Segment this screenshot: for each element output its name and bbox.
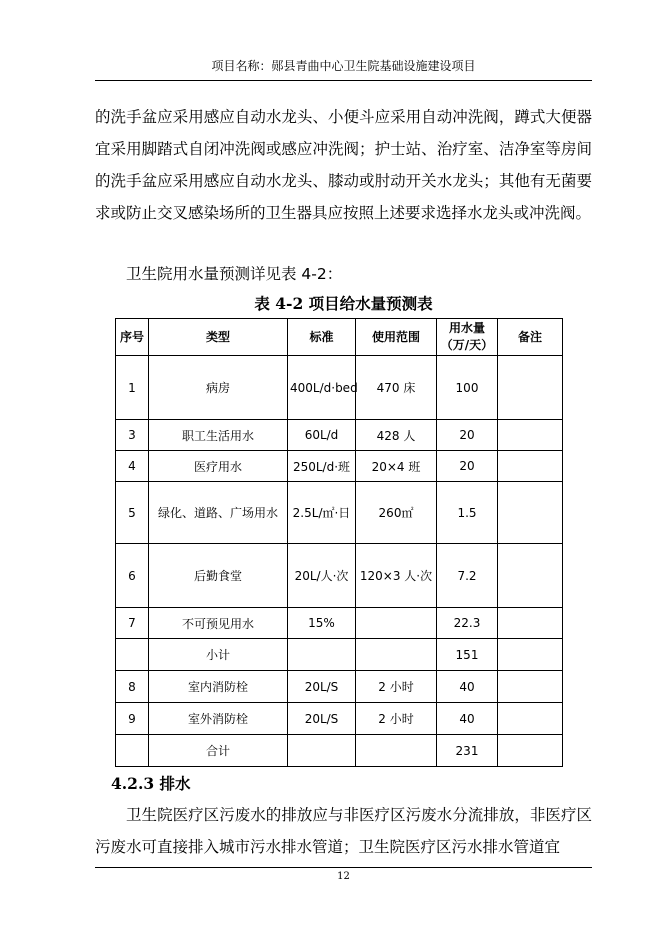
table-row bbox=[116, 608, 563, 639]
cell-no: 8 bbox=[116, 671, 149, 703]
cell-note bbox=[498, 482, 563, 544]
table-row bbox=[116, 356, 563, 420]
cell-range: 120×3 人·次 bbox=[356, 544, 437, 608]
table-row bbox=[116, 703, 563, 735]
water-demand-table bbox=[115, 318, 563, 767]
col-header-no: 序号 bbox=[116, 319, 149, 356]
col-header-type: 类型 bbox=[149, 319, 288, 356]
col-header-range: 使用范围 bbox=[356, 319, 437, 356]
cell-range: 2 小时 bbox=[356, 671, 437, 703]
col-header-note: 备注 bbox=[498, 319, 563, 356]
paragraph-text: 的洗手盆应采用感应自动水龙头、小便斗应采用自动冲洗阀，蹲式大便器宜采用脚踏式自闭冲洗阀或感应冲洗阀；护士站、治疗室、洁净室等房间的洗手盆应采用感应自动水龙头、膝动或肘动开关水龙头；其他有无菌要求或防止交叉感染场所的卫生器具应按照上述要求选择水龙头或冲洗阀。 bbox=[95, 108, 592, 222]
cell-note bbox=[498, 420, 563, 451]
table-row bbox=[116, 544, 563, 608]
footer-rule bbox=[95, 867, 592, 868]
cell-note bbox=[498, 639, 563, 671]
cell-range: 20×4 班 bbox=[356, 451, 437, 482]
cell-amount: 20 bbox=[437, 420, 498, 451]
cell-type: 医疗用水 bbox=[149, 451, 288, 482]
cell-note bbox=[498, 544, 563, 608]
cell-note bbox=[498, 608, 563, 639]
cell-amount: 151 bbox=[437, 639, 498, 671]
cell-range: 2 小时 bbox=[356, 703, 437, 735]
cell-standard: 400L/d·bed bbox=[288, 356, 356, 420]
header-rule bbox=[95, 80, 592, 81]
table-row bbox=[116, 735, 563, 767]
cell-standard: 20L/S bbox=[288, 671, 356, 703]
cell-no: 4 bbox=[116, 451, 149, 482]
cell-type: 室内消防栓 bbox=[149, 671, 288, 703]
cell-standard: 15% bbox=[288, 608, 356, 639]
cell-no: 9 bbox=[116, 703, 149, 735]
cell-range bbox=[356, 639, 437, 671]
cell-amount: 20 bbox=[437, 451, 498, 482]
cell-note bbox=[498, 703, 563, 735]
cell-no: 7 bbox=[116, 608, 149, 639]
paragraph-fixtures bbox=[95, 101, 592, 229]
table-body bbox=[116, 356, 563, 767]
cell-no: 6 bbox=[116, 544, 149, 608]
cell-standard bbox=[288, 735, 356, 767]
cell-type: 小计 bbox=[149, 639, 288, 671]
cell-note bbox=[498, 356, 563, 420]
cell-note bbox=[498, 451, 563, 482]
table-row bbox=[116, 451, 563, 482]
cell-type: 绿化、道路、广场用水 bbox=[149, 482, 288, 544]
cell-standard: 250L/d·班 bbox=[288, 451, 356, 482]
cell-range bbox=[356, 735, 437, 767]
section-title: 4.2.3 排水 bbox=[111, 774, 191, 793]
table-row bbox=[116, 671, 563, 703]
cell-amount: 231 bbox=[437, 735, 498, 767]
cell-amount: 40 bbox=[437, 703, 498, 735]
cell-type: 后勤食堂 bbox=[149, 544, 288, 608]
cell-no: 5 bbox=[116, 482, 149, 544]
table-row bbox=[116, 482, 563, 544]
cell-amount: 100 bbox=[437, 356, 498, 420]
cell-no bbox=[116, 639, 149, 671]
table-row bbox=[116, 420, 563, 451]
cell-standard bbox=[288, 639, 356, 671]
cell-range: 260㎡ bbox=[356, 482, 437, 544]
cell-no bbox=[116, 735, 149, 767]
col-header-amount: 用水量（万/天） bbox=[437, 319, 498, 356]
cell-type: 合计 bbox=[149, 735, 288, 767]
cell-no: 3 bbox=[116, 420, 149, 451]
cell-range bbox=[356, 608, 437, 639]
table-header-row bbox=[116, 319, 563, 356]
cell-amount: 7.2 bbox=[437, 544, 498, 608]
col-header-standard: 标准 bbox=[288, 319, 356, 356]
cell-no: 1 bbox=[116, 356, 149, 420]
cell-amount: 22.3 bbox=[437, 608, 498, 639]
paragraph-text: 卫生院医疗区污废水的排放应与非医疗区污废水分流排放，非医疗区污废水可直接排入城市污水排水管道；卫生院医疗区污水排水管道宜 bbox=[95, 806, 592, 856]
cell-type: 室外消防栓 bbox=[149, 703, 288, 735]
cell-type: 职工生活用水 bbox=[149, 420, 288, 451]
cell-type: 不可预见用水 bbox=[149, 608, 288, 639]
cell-amount: 40 bbox=[437, 671, 498, 703]
cell-note bbox=[498, 671, 563, 703]
table-intro: 卫生院用水量预测详见表 4-2： bbox=[126, 265, 343, 283]
cell-range: 470 床 bbox=[356, 356, 437, 420]
cell-standard: 20L/人·次 bbox=[288, 544, 356, 608]
table-row bbox=[116, 639, 563, 671]
paragraph-drainage bbox=[95, 799, 592, 863]
cell-range: 428 人 bbox=[356, 420, 437, 451]
cell-amount: 1.5 bbox=[437, 482, 498, 544]
cell-note bbox=[498, 735, 563, 767]
cell-standard: 60L/d bbox=[288, 420, 356, 451]
cell-type: 病房 bbox=[149, 356, 288, 420]
page-header: 项目名称：郧县青曲中心卫生院基础设施建设项目 bbox=[211, 59, 476, 73]
page-number: 12 bbox=[337, 871, 350, 882]
table-caption: 表 4-2 项目给水量预测表 bbox=[254, 294, 433, 313]
cell-standard: 20L/S bbox=[288, 703, 356, 735]
cell-standard: 2.5L/㎡·日 bbox=[288, 482, 356, 544]
